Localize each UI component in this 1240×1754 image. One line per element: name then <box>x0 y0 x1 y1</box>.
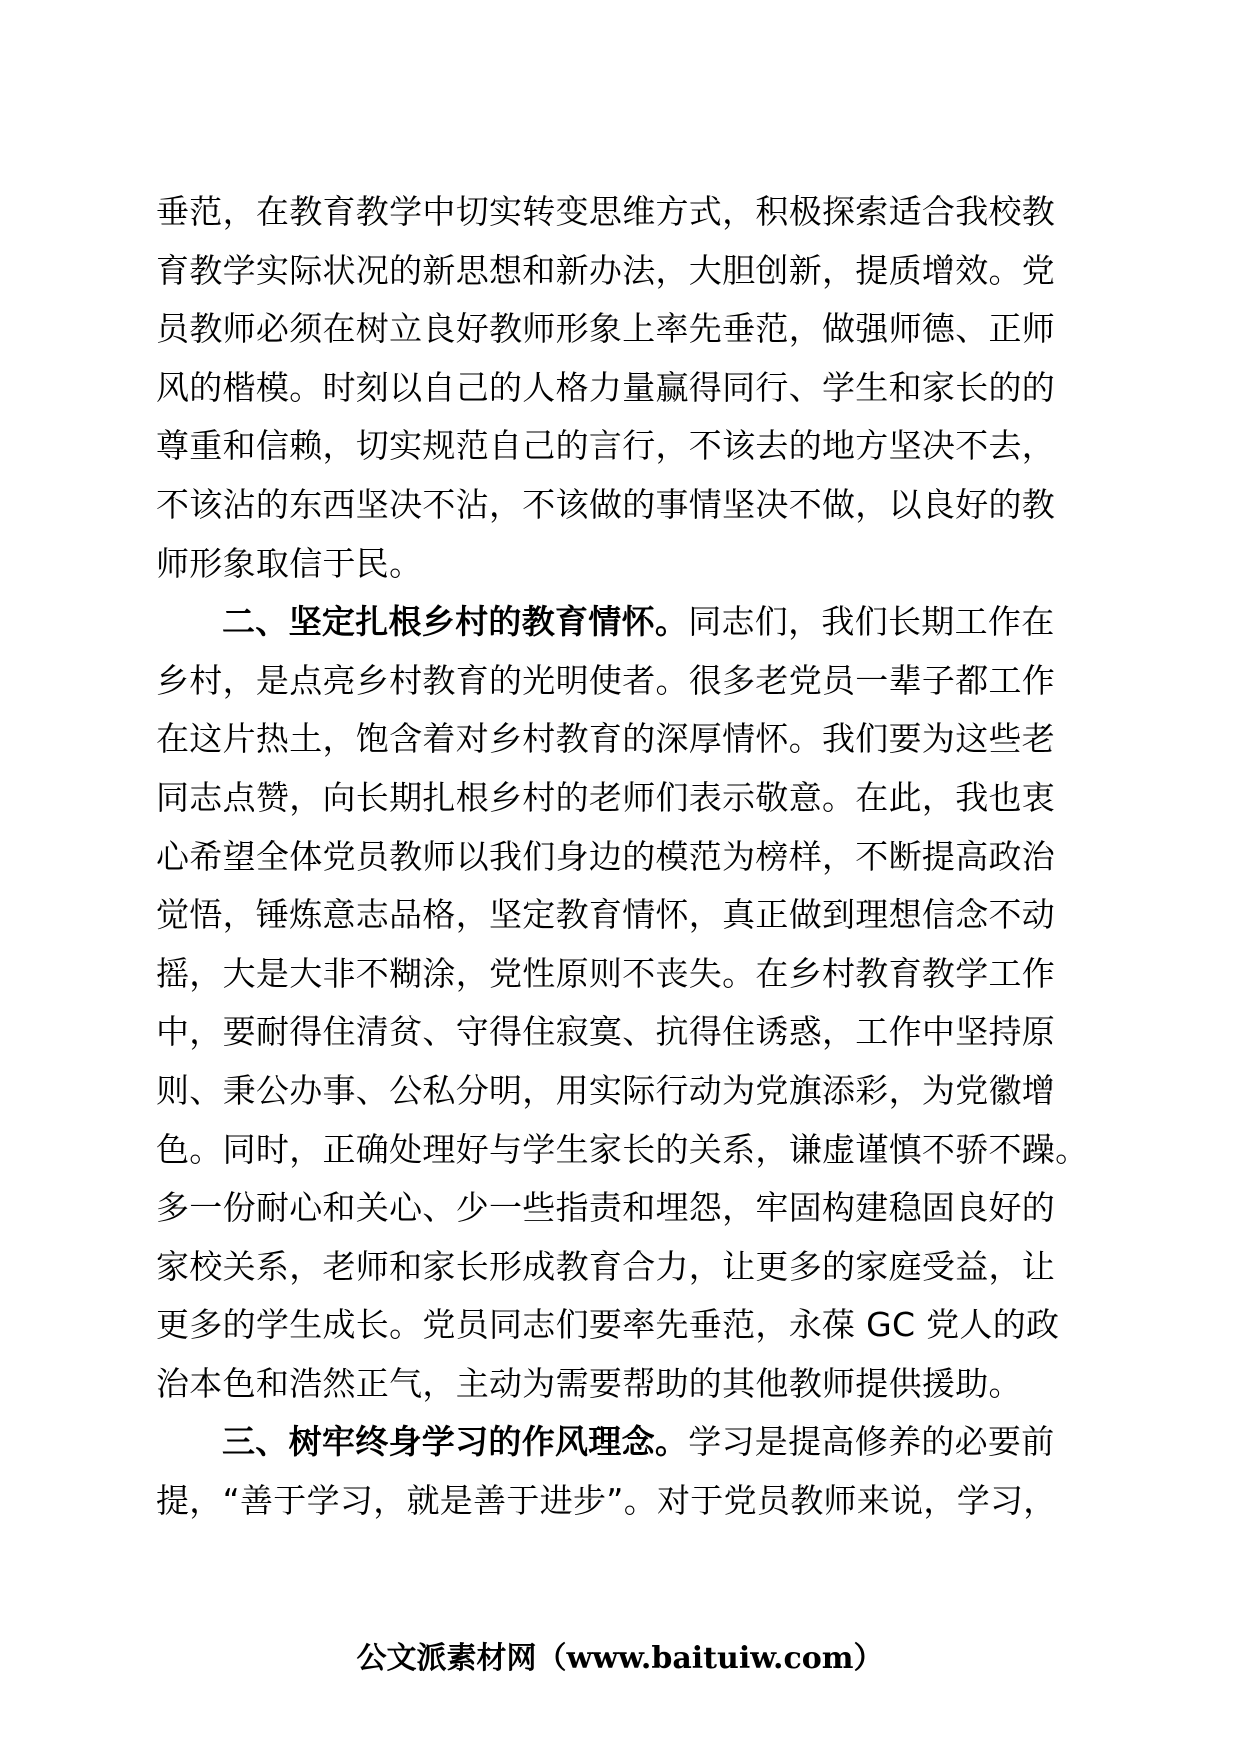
paragraph-line: 心希望全体党员教师以我们身边的模范为榜样，不断提高政治 <box>156 836 1056 876</box>
paragraph-line: 不该沾的东西坚决不沾，不该做的事情坚决不做，以良好的教 <box>156 484 1056 524</box>
paragraph-line: 尊重和信赖，切实规范自己的言行，不该去的地方坚决不去， <box>156 426 1056 466</box>
section-3-heading: 三、树牢终身学习的作风理念。 <box>222 1422 689 1462</box>
paragraph-line: 垂范，在教育教学中切实转变思维方式，积极探索适合我校教 <box>156 192 1056 231</box>
page-footer: 公文派素材网（www.baituiw.com） <box>356 1641 884 1676</box>
body-text <box>156 183 1089 1531</box>
paragraph-line: 摇，大是大非不糊涂，党性原则不丧失。在乡村教育教学工作 <box>156 953 1056 993</box>
paragraph-line: 更多的学生成长。党员同志们要率先垂范，永葆 GC 党人的政 <box>156 1305 1060 1345</box>
paragraph-line: 育教学实际状况的新思想和新办法，大胆创新，提质增效。党 <box>156 250 1056 290</box>
paragraph-line: 风的楷模。时刻以自己的人格力量赢得同行、学生和家长的的 <box>156 367 1056 407</box>
paragraph-line: 同志点赞，向长期扎根乡村的老师们表示敬意。在此，我也衷 <box>156 777 1056 817</box>
section-3-first-line <box>156 1413 1066 1472</box>
paragraph-line: 乡村，是点亮乡村教育的光明使者。很多老党员一辈子都工作 <box>156 660 1056 700</box>
section-3-lead-text: 学习是提高修养的必要前 <box>688 1422 1055 1462</box>
paragraph-line: 治本色和浩然正气，主动为需要帮助的其他教师提供援助。 <box>156 1363 1022 1403</box>
paragraph-line: 师形象取信于民。 <box>156 543 423 583</box>
paragraph-line: 觉悟，锤炼意志品格，坚定教育情怀，真正做到理想信念不动 <box>156 895 1056 935</box>
paragraph-line: 中，要耐得住清贫、守得住寂寞、抗得住诱惑，工作中坚持原 <box>156 1012 1056 1052</box>
paragraph-line: 提，“善于学习，就是善于进步”。对于党员教师来说，学习， <box>156 1481 1057 1521</box>
paragraph-line: 家校关系，老师和家长形成教育合力，让更多的家庭受益，让 <box>156 1246 1056 1286</box>
paragraph-line: 员教师必须在树立良好教师形象上率先垂范，做强师德、正师 <box>156 309 1056 349</box>
section-2-lead-text: 同志们，我们长期工作在 <box>688 602 1055 642</box>
section-2-heading: 二、坚定扎根乡村的教育情怀。 <box>222 602 689 642</box>
section-2-first-line <box>156 593 1066 652</box>
paragraph-line: 则、秉公办事、公私分明，用实际行动为党旗添彩，为党徽增 <box>156 1070 1056 1110</box>
paragraph-line: 在这片热土，饱含着对乡村教育的深厚情怀。我们要为这些老 <box>156 719 1056 759</box>
paragraph-line: 色。同时，正确处理好与学生家长的关系，谦虚谨慎不骄不躁。 <box>156 1129 1089 1169</box>
paragraph-line: 多一份耐心和关心、少一些指责和埋怨，牢固构建稳固良好的 <box>156 1188 1056 1228</box>
